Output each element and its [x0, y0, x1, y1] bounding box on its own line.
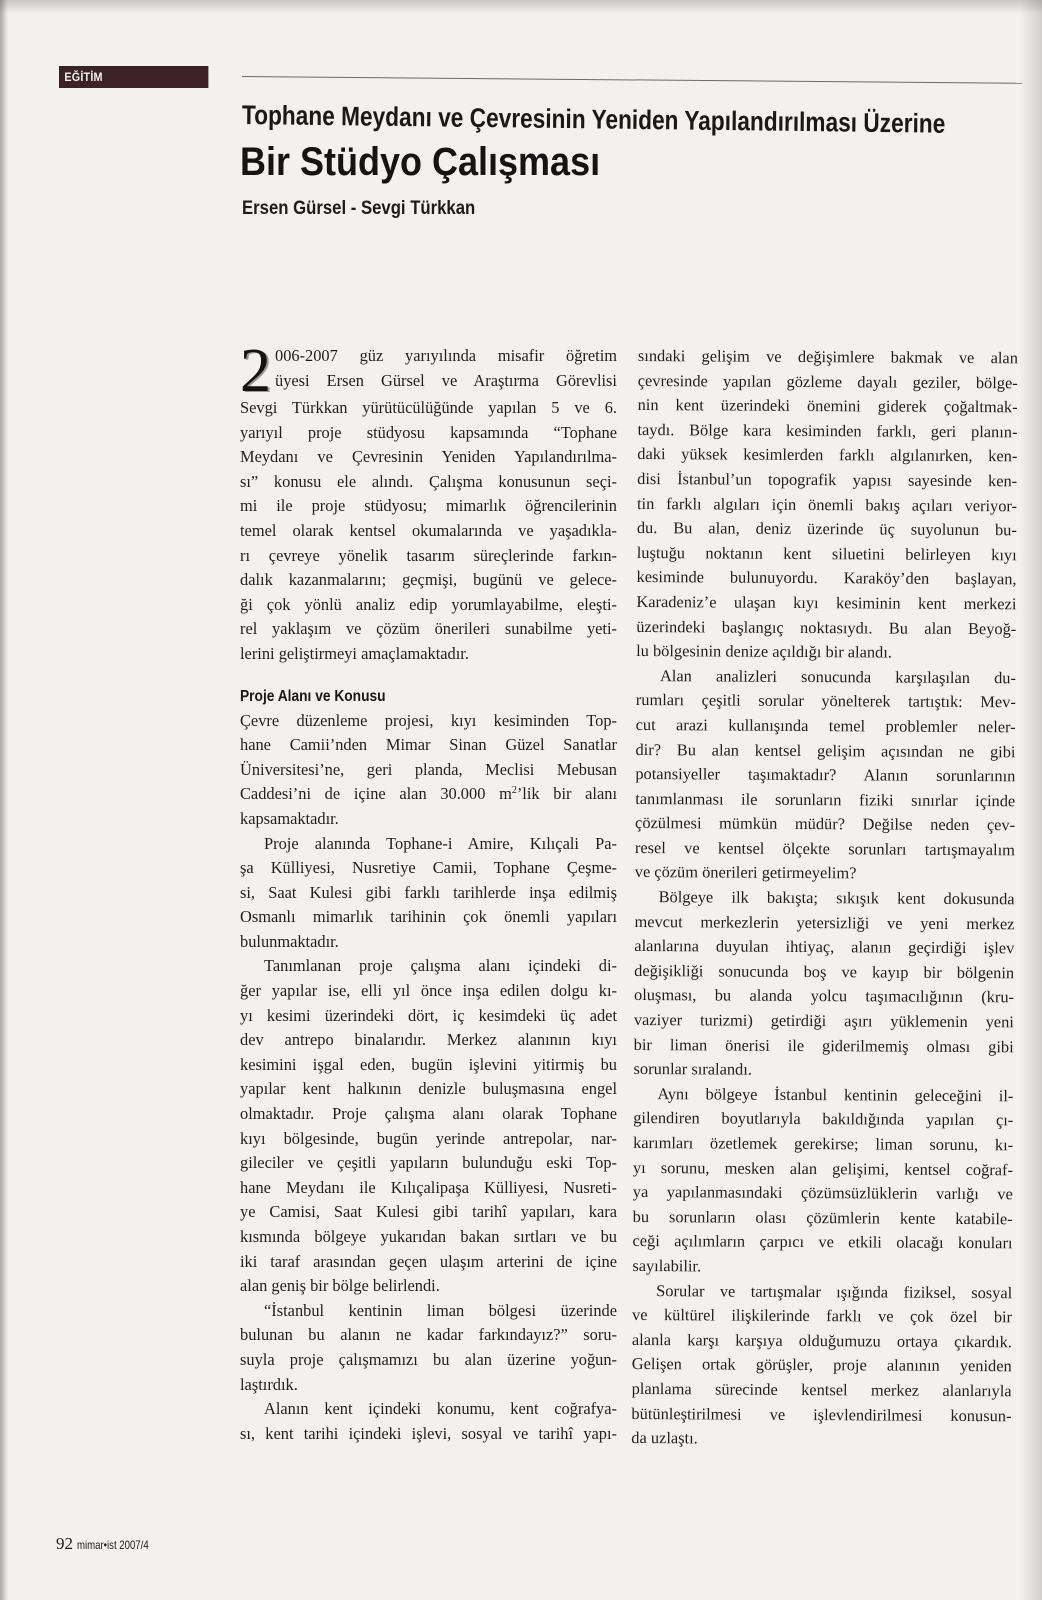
- text-line: Alanın kent içindeki konumu, kent coğrafya-: [264, 1399, 617, 1419]
- text-line: suyla proje çalışmamızı bu alan üzerine yoğun-: [240, 1349, 617, 1369]
- text-line: hane Meydanı ile Kılıçalipaşa Külliyesi, Nusreti-: [240, 1177, 617, 1197]
- text-line-area: [240, 782, 617, 807]
- text-line: Çevre düzenleme projesi, kıyı kesiminden Top-: [240, 710, 617, 730]
- text-line: sorunlar sıralandı.: [633, 1059, 752, 1079]
- text-line: tin farklı algıları için önemli bakış açıları veriyor-: [636, 493, 1018, 515]
- page-top-shadow: [0, 0, 1042, 14]
- text-line: sı, kent tarihi içindeki işlevi, sosyal ve tarihî yapı-: [240, 1423, 617, 1443]
- text-line: alanlarına duyulan ihtiyaç, alanın geçirdiği işlev: [634, 936, 1015, 958]
- area-superscript: 2: [511, 785, 517, 797]
- paragraph-location: [240, 1397, 617, 1446]
- text-line: iki taraf arasından geçen ulaşım arterini de içine: [240, 1251, 617, 1271]
- text-line: üyesi Ersen Gürsel ve Araştırma Görevlisi: [275, 370, 617, 390]
- text-line: ya yapılanmasındaki çözümsüzlüklerin varlığı ve: [632, 1182, 1013, 1204]
- article-title-line1: Tophane Meydanı ve Çevresinin Yeniden Yapılandırılması Üzerine: [241, 100, 946, 139]
- text-line: resel ve kentsel ölçekte sorunları tartışmayalım: [634, 837, 1015, 860]
- area-suffix: ’lik bir alanı: [516, 784, 617, 804]
- text-line: Proje alanında Tophane-i Amire, Kılıçali Pa-: [264, 833, 617, 853]
- text-line: yapılar kent halkının denizle buluşmasına engel: [240, 1079, 617, 1099]
- text-line: potansiyeller taşımaktadır? Alanın sorunlarının: [635, 764, 1016, 786]
- paragraph-historic-buildings: [240, 832, 617, 955]
- paragraph-project-area: [240, 709, 617, 832]
- text-line: lerini geliştirmeyi amaçlamaktadır.: [240, 643, 469, 663]
- page-edge-shadow: [1020, 0, 1042, 1600]
- text-line: üzerindeki başlangıç noktasıydı. Bu alan Beyoğ-: [636, 616, 1017, 638]
- page-number: 92: [56, 1534, 73, 1553]
- text-line: sayılabilir.: [632, 1255, 702, 1276]
- publication-name: mimar•ist 2007/4: [77, 1538, 149, 1552]
- text-line: Gelişen ortak görüşler, proje alanının yeniden: [631, 1354, 1012, 1376]
- text-line: ve çözüm önerileri getirmeyelim?: [634, 862, 857, 883]
- text-line: çözülmesi mümkün müdür? Değilse neden çev-: [635, 813, 1016, 835]
- text-line: temel olarak kentsel okumalarında ve yaşadıkla-: [240, 520, 617, 540]
- text-line: da uzlaştı.: [631, 1428, 698, 1448]
- text-line: alan geniş bir bölge belirlendi.: [240, 1276, 440, 1296]
- text-line: Alan analizleri sonucunda karşılaşılan du-: [659, 665, 1017, 688]
- text-line: luştuğu noktanın kent siluetini belirleyen kıyı: [636, 542, 1017, 565]
- text-line: Karadeniz’e ulaşan kıyı kesiminin kent merkezi: [636, 591, 1017, 614]
- text-line: kıyı bölgesinde, bugün yerinde antrepolar, nar-: [240, 1128, 617, 1148]
- area-value: Caddesi’ni de içine alan 30.000 m: [240, 784, 512, 804]
- text-line: Aynı bölgeye İstanbul kentinin geleceğini il-: [657, 1083, 1014, 1106]
- page-footer: [56, 1534, 167, 1554]
- text-line: dir? Bu alan kentsel gelişim açısından ne gibi: [635, 739, 1016, 761]
- text-line: sı” konusu ele alındı. Çalışma konusunun seçi-: [240, 471, 617, 491]
- text-line: si, Saat Kulesi gibi farklı tarihlerde inşa edilmiş: [240, 882, 617, 902]
- text-line: laştırdık.: [240, 1374, 298, 1394]
- text-line: bulunmaktadır.: [240, 931, 339, 951]
- text-line: Osmanlı mimarlık tarihinin çok önemli yapıları: [240, 907, 617, 927]
- header-rule: [242, 76, 1022, 84]
- text-line: bu sorunların olası çözümlerin kente katabile-: [632, 1206, 1013, 1229]
- section-heading: Proje Alanı ve Konusu: [240, 687, 386, 705]
- text-line: lu bölgesinin denize açıldığı bir alandı.: [636, 641, 892, 662]
- text-line: kapsamaktadır.: [240, 808, 339, 828]
- text-line: şa Külliyesi, Nusretiye Camii, Tophane Çeşme-: [240, 858, 617, 878]
- text-line: yı kesimi üzerindeki dört, iç kesimdeki üç adet: [240, 1005, 617, 1025]
- text-line: kesiminde bulunuyordu. Karaköy’den başlayan,: [636, 567, 1017, 589]
- paragraph-conclusion: [631, 1279, 1012, 1453]
- text-line: Meydanı ve Çevresinin Yeniden Yapılandırılma-: [240, 447, 617, 467]
- text-line: hane Camii’nden Mimar Sinan Güzel Sanatlar: [240, 735, 617, 755]
- right-column: [631, 344, 1018, 1453]
- text-line: ğer yapılar ise, elli yıl önce inşa edilen dolgu kı-: [240, 981, 617, 1001]
- text-line: bulunan bu alanın ne kadar farkındayız?” soru-: [240, 1325, 617, 1345]
- article-title-line2: Bir Stüdyo Çalışması: [240, 140, 601, 184]
- text-line: bütünleştirilmesi ve işlevlendirilmesi konusun-: [631, 1403, 1012, 1425]
- text-line: mevcut merkezlerin yetersizliği ve yeni merkez: [634, 911, 1015, 933]
- text-line: kısmında bölgeye yukarıdan bakan sırtları ve bu: [240, 1227, 617, 1246]
- paragraph-question: [240, 1299, 617, 1397]
- text-line: yı sorunu, mesken alan gelişimi, kentsel coğraf-: [632, 1157, 1014, 1179]
- text-line: rel yaklaşım ve çözüm önerileri sunabilme yeti-: [240, 619, 617, 639]
- text-line: ceği açılımların çarpıcı ve etkili olacağı konuları: [632, 1231, 1013, 1253]
- text-line: ği çok yönlü analiz edip yorumlayabilme, eleşti-: [240, 594, 617, 614]
- text-line: vaziyer turizmi) getirdiği aşırı yüklemenin yeni: [633, 1010, 1014, 1032]
- text-line: “İstanbul kentinin liman bölgesi üzerinde: [264, 1300, 617, 1320]
- text-line: du. Bu alan, deniz üzerinde üç suyolunun bu-: [636, 518, 1017, 540]
- left-column: [240, 337, 617, 1446]
- text-line: mi ile proje stüdyosu; mimarlık öğrencilerinin: [240, 496, 617, 516]
- text-line: Üniversitesi’ne, geri planda, Meclisi Mebusan: [240, 759, 617, 779]
- text-line: alanla karşı karşıya olduğumuzu ortaya çıkardık.: [631, 1329, 1012, 1352]
- text-line: karımları özetlemek gerekirse; liman sorunu, kı-: [633, 1132, 1014, 1155]
- text-line: cut arazi kullanışında temel problemler neler-: [635, 714, 1016, 737]
- drop-cap: 2: [240, 337, 271, 405]
- text-line: 006-2007 güz yarıyılında misafir öğretim: [275, 346, 617, 365]
- text-line: planlama sürecinde kentsel merkez alanlarıyla: [631, 1378, 1012, 1401]
- paragraph-future-dimensions: [632, 1082, 1013, 1281]
- text-line: dev antrepo binalarıdır. Merkez alanının kıyı: [240, 1030, 617, 1050]
- paragraph-location-cont: [636, 344, 1018, 666]
- text-line: rumları çeşitli sorular yönelterek tartıştık: Mev-: [635, 690, 1016, 712]
- text-line: Tanımlanan proje çalışma alanı içindeki di-: [264, 956, 617, 976]
- page-binding-shadow: [0, 0, 8, 1600]
- paragraph-first-look: [633, 885, 1014, 1084]
- intro-paragraph: [240, 337, 617, 667]
- text-line: taydı. Bölge kara kesiminden farklı, geri planın-: [637, 419, 1018, 442]
- text-line: ve kültürel ilişkilerinde farklı ve çok özel bir: [632, 1305, 1013, 1327]
- text-line: Sorular ve tartışmalar ışığında fiziksel, sosyal: [656, 1280, 1013, 1302]
- text-line: kesimini işgal eden, bugün işlevini yitirmiş bu: [240, 1054, 617, 1074]
- text-line: dalık kazanmalarını; geçmişi, bugünü ve gelece-: [240, 570, 617, 590]
- paragraph-analysis-questions: [635, 664, 1016, 888]
- text-line: sındaki gelişim ve değişimlere bakmak ve alan: [637, 345, 1018, 368]
- article-authors: Ersen Gürsel - Sevgi Türkkan: [242, 198, 476, 219]
- text-line: daki yüksek kesimlerden farklı algılanırken, ken-: [637, 444, 1018, 466]
- text-line: olmaktadır. Proje çalışma alanı olarak Tophane: [240, 1104, 617, 1124]
- text-line: gileciler ve çeşitli yapıların bulunduğu eski Top-: [240, 1153, 617, 1173]
- text-line: disi İstanbul’un topografik yapısı sayesinde ken-: [637, 468, 1018, 491]
- text-line: tanımlanması ile sorunların fiziki sınırlar içinde: [635, 788, 1016, 811]
- text-line: bir liman önerisi ile giderilmemiş olması gibi: [633, 1034, 1014, 1056]
- text-line: yarıyıl proje stüdyosu kapsamında “Tophane: [240, 422, 617, 442]
- text-line: değişikliği sonucunda boş ve kayıp bir bölgenin: [634, 960, 1015, 983]
- text-line: oluşması, bu alanda yolcu taşımacılığının (kru-: [633, 985, 1015, 1007]
- text-line: çevresinde yapılan gözleme dayalı geziler, bölge-: [637, 370, 1018, 392]
- text-line: gilendiren boyutlarıyla bakıldığında yapılan çı-: [633, 1108, 1014, 1130]
- text-line: Bölgeye ilk bakışta; sıkışık kent dokusunda: [658, 887, 1015, 909]
- text-line: Sevgi Türkkan yürütücülüğünde yapılan 5 ve 6.: [240, 398, 617, 417]
- text-line: ye Camisi, Saat Kulesi gibi tarihî yapıları, kara: [240, 1202, 617, 1222]
- text-line: nin kent üzerindeki önemini giderek çoğaltmak-: [637, 395, 1018, 417]
- text-line: rı çevreye yönelik tasarım süreçlerinde farkın-: [240, 545, 617, 565]
- section-tag: EĞİTİM: [59, 66, 208, 88]
- paragraph-other-structures: [240, 954, 617, 1298]
